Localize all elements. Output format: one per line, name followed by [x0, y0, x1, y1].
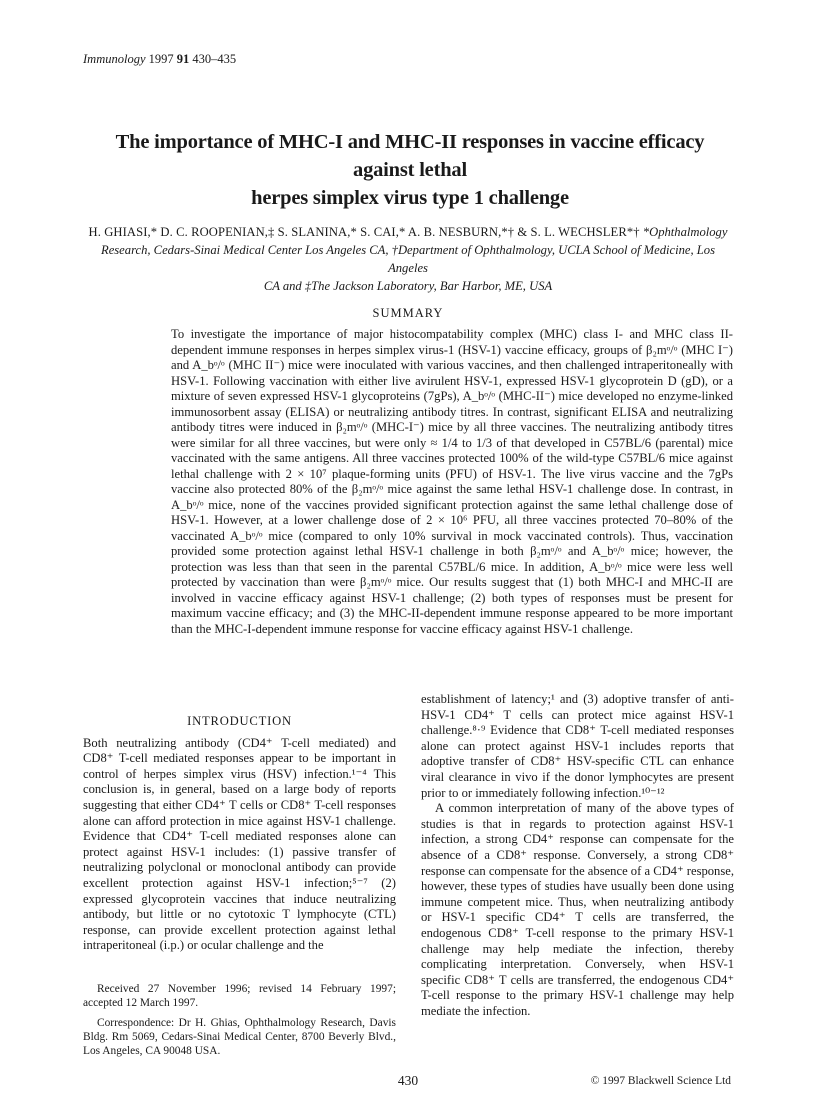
- journal-volume: 91: [176, 52, 190, 66]
- intro-paragraph-1: Both neutralizing antibody (CD4⁺ T-cell mediated) and CD8⁺ T-cell mediated responses appear to be important in control of herpes simplex virus (HSV) infection.¹⁻⁴ This conclusion is, in general, based on a large body of reports suggesting that either CD4⁺ T cells or CD8⁺ T-cell responses alone can afford protection in mice against HSV-1 challenge. Evidence that CD4⁺ T-cell mediated responses alone can protect against HSV-1 includes: (1) passive transfer of neutralizing polyclonal or monoclonal antibody can provide excellent protection against HSV-1 infection;⁵⁻⁷ (2) expressed glycoprotein vaccines that induce neutralizing antibody, but little or no cytotoxic T lymphocyte (CTL) response, can provide excellent protection against lethal intraperitoneal (i.p.) or ocular challenge and the: [83, 735, 396, 953]
- journal-name: Immunology: [83, 52, 146, 66]
- author-names: H. GHIASI,* D. C. ROOPENIAN,‡ S. SLANINA,* S. CAI,* A. B. NESBURN,*† & S. L. WECHSLER*†: [88, 225, 640, 239]
- affiliation-start: *Ophthalmology: [642, 225, 728, 239]
- intro-paragraph-1-cont: establishment of latency;¹ and (3) adoptive transfer of anti-HSV-1 CD4⁺ T cells can protect mice against HSV-1 challenge.⁸·⁹ Evidence that CD8⁺ T-cell mediated responses alone can protect against HSV-1 includes reports that adoptive transfer of CD8⁺ HSV-specific CTL can enhance viral clearance in vivo if the donor lymphocytes are present prior to or immediately following infection.¹⁰⁻¹²: [421, 692, 734, 800]
- author-block: [83, 223, 733, 295]
- running-head: [83, 52, 236, 67]
- right-column: [421, 692, 734, 1019]
- left-column: [83, 714, 396, 954]
- introduction-heading: INTRODUCTION: [187, 714, 292, 728]
- received-dates: Received 27 November 1996; revised 14 February 1997; accepted 12 March 1997.: [83, 983, 396, 1009]
- affiliation-line-2: Research, Cedars-Sinai Medical Center Los Angeles CA, †Department of Ophthalmology, UCLA School of Medicine, Los Angeles: [101, 243, 715, 275]
- title-line-1: The importance of MHC-I and MHC-II responses in vaccine efficacy against lethal: [115, 131, 705, 181]
- author-line-2: [83, 241, 733, 277]
- summary-heading: SUMMARY: [372, 306, 444, 320]
- affiliation-line-3: CA and ‡The Jackson Laboratory, Bar Harbor, ME, USA: [263, 279, 553, 293]
- footnotes: [83, 982, 396, 1064]
- page-number: 430: [397, 1073, 419, 1088]
- summary-abstract: To investigate the importance of major histocompatability complex (MHC) class I- and MHC class II-dependent immune responses in herpes simplex virus-1 (HSV-1) vaccine efficacy, groups of β₂mᵒ/ᵒ (MHC I⁻) and A_bᵒ/ᵒ (MHC II⁻) mice were inoculated with various vaccines, and then challenged intraperitoneally with HSV-1. Following vaccination with either live avirulent HSV-1, expressed HSV-1 glycoprotein D (gD), or a mixture of seven expressed HSV-1 glycoproteins (7gPs), A_bᵒ/ᵒ (MHC-II⁻) mice developed no enzyme-linked immunosorbent assay (ELISA) or neutralizing antibody titres. In contrast, significant ELISA and neutralizing antibody titres were induced in β₂mᵒ/ᵒ (MHC-I⁻) mice by all three vaccines. The neutralizing antibody titres were similar for all three vaccines, but were only ≈ 1/4 to 1/3 of that developed in C57BL/6 (parental) mice vaccinated with the same antigens. All three vaccines protected 100% of the wild-type C57BL/6 mice against lethal challenge with 2 × 10⁷ plaque-forming units (PFU) of HSV-1. The live virus vaccine and the 7gPs vaccine also protected 80% of the β₂mᵒ/ᵒ mice against the same lethal HSV-1 challenge dose. In contrast, in A_bᵒ/ᵒ mice, none of the vaccines provided significant protection against the same lethal challenge dose of HSV-1. However, at a lower challenge dose of 2 × 10⁶ PFU, all three vaccines protected 70–80% of the vaccinated A_bᵒ/ᵒ mice (compared to only 10% survival in mock vaccinated controls). Thus, vaccination provided some protection against lethal HSV-1 challenge in both β₂mᵒ/ᵒ and A_bᵒ/ᵒ mice; however, the protection was less than that seen in the parental C57BL/6 mice. In addition, A_bᵒ/ᵒ mice were less well protected by vaccination than were β₂mᵒ/ᵒ mice. Our results suggest that (1) both MHC-I and MHC-II are involved in vaccine efficacy against HSV-1 challenge; (2) both types of responses must be present for maximum vaccine efficacy; and (3) the MHC-II-dependent immune response appeared to be more important than the MHC-I-dependent immune response for vaccine efficacy against HSV-1 challenge.: [171, 327, 733, 636]
- journal-pages: 430–435: [192, 52, 237, 66]
- title-line-2: herpes simplex virus type 1 challenge: [251, 187, 569, 209]
- article-title: [90, 128, 730, 212]
- correspondence: Correspondence: Dr H. Ghias, Ophthalmology Research, Davis Bldg. Rm 5069, Cedars-Sinai Medical Center, 8700 Beverly Blvd., Los Angeles, CA 90048 USA.: [83, 1017, 396, 1057]
- author-line-3: [83, 277, 733, 295]
- intro-paragraph-2: A common interpretation of many of the above types of studies is that in regards to protection against HSV-1 infection, a strong CD4⁺ response can compensate for the absence of a CD8⁺ response. Conversely, a strong CD8⁺ response can compensate for the absence of a CD4⁺ response, however, these types of studies have usually been done using immune competent mice. Thus, when neutralizing antibody or HSV-1 specific CD4⁺ T cells are transferred, the endogenous CD8⁺ T-cell response to the primary HSV-1 challenge may help mediate the infection, thereby complicating interpretation. Conversely, when HSV-1 specific CD8⁺ T cells are transferred, the endogenous CD4⁺ T-cell response to the primary HSV-1 challenge may help mediate the infection.: [421, 801, 734, 1018]
- author-line-1: [83, 223, 733, 241]
- copyright: © 1997 Blackwell Science Ltd: [590, 1075, 731, 1087]
- journal-year: 1997: [148, 52, 174, 66]
